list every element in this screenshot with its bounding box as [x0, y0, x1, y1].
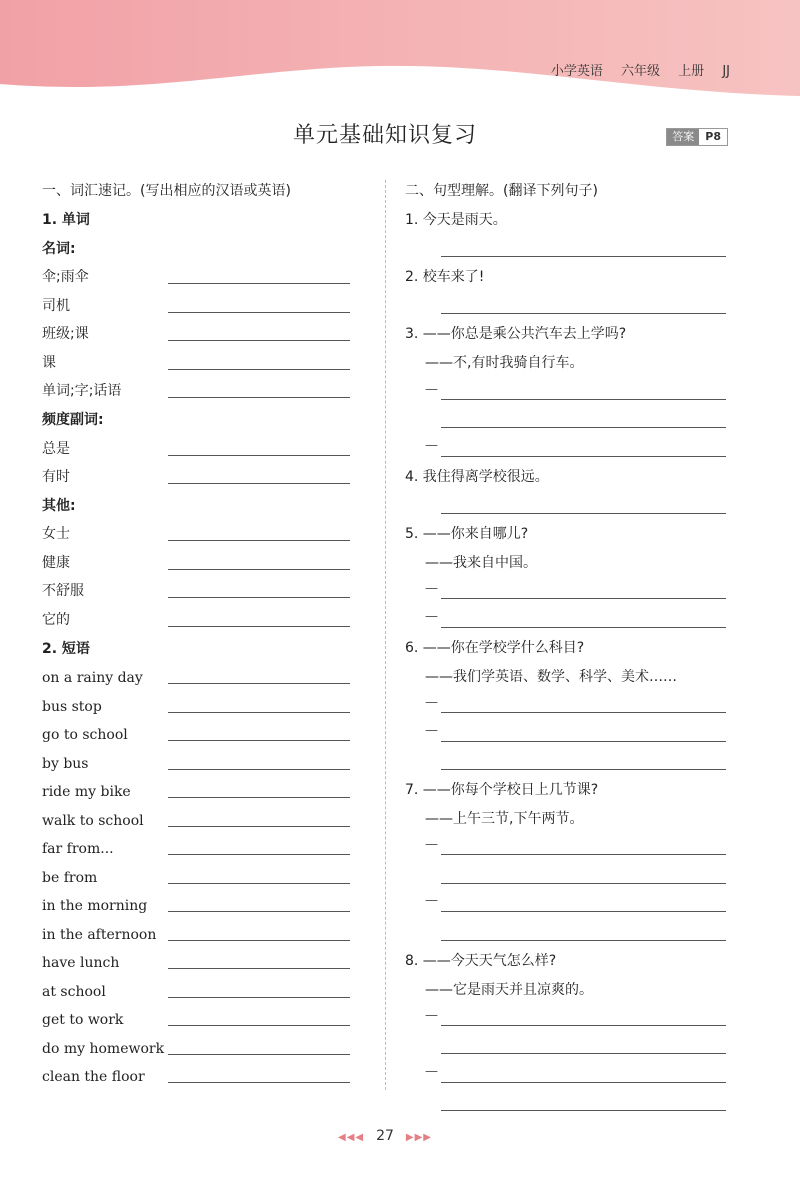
phrase-item: by bus	[42, 748, 88, 772]
vocab-item: 女士	[42, 519, 70, 543]
question-1: 1. 今天是雨天。	[405, 212, 507, 228]
column-divider	[385, 180, 386, 1090]
vocab-item: 不舒服	[42, 576, 84, 600]
words-subtitle: 1. 单词	[42, 212, 90, 228]
page-number: 27	[376, 1128, 394, 1144]
phrase-item: at school	[42, 976, 106, 1000]
answer-line[interactable]	[441, 854, 726, 855]
answer-label: 答案	[667, 129, 699, 145]
answer-line[interactable]	[168, 740, 350, 741]
header-meta	[537, 60, 730, 79]
dash-mark: —	[425, 438, 438, 453]
answer-line[interactable]	[441, 256, 726, 257]
phrase-item: go to school	[42, 719, 128, 743]
answer-line[interactable]	[168, 369, 350, 370]
sentence-section-title: 二、句型理解。(翻译下列句子)	[405, 183, 598, 199]
answer-line[interactable]	[168, 1054, 350, 1055]
answer-line[interactable]	[168, 455, 350, 456]
answer-line[interactable]	[441, 1110, 726, 1111]
answer-line[interactable]	[441, 456, 726, 457]
answer-line[interactable]	[168, 1082, 350, 1083]
other-label: 其他:	[42, 498, 76, 514]
question-5-reply: ——我来自中国。	[425, 555, 537, 571]
vocab-item: 伞;雨伞	[42, 262, 89, 286]
question-7: 7. ——你每个学校日上几节课?	[405, 782, 599, 798]
question-8-reply: ——它是雨天并且凉爽的。	[425, 982, 593, 998]
vocab-item: 单词;字;话语	[42, 376, 121, 400]
answer-line[interactable]	[441, 313, 726, 314]
answer-line[interactable]	[168, 769, 350, 770]
noun-label: 名词:	[42, 241, 76, 257]
question-3-reply: ——不,有时我骑自行车。	[425, 355, 584, 371]
answer-line[interactable]	[168, 683, 350, 684]
dash-mark: —	[425, 1064, 438, 1079]
answer-line[interactable]	[441, 513, 726, 514]
dash-mark: —	[425, 382, 438, 397]
dash-mark: —	[425, 609, 438, 624]
phrase-item: ride my bike	[42, 776, 131, 800]
phrase-item: far from...	[42, 833, 114, 857]
dash-mark: —	[425, 581, 438, 596]
page-title: 单元基础知识复习	[292, 123, 477, 148]
answer-page: P8	[699, 129, 727, 145]
adverb-label: 频度副词:	[42, 412, 104, 428]
vocab-item: 健康	[42, 548, 70, 572]
answer-line[interactable]	[441, 741, 726, 742]
edition-label: JJ	[722, 64, 730, 79]
answer-line[interactable]	[168, 340, 350, 341]
dash-mark: —	[425, 837, 438, 852]
vocab-item: 总是	[42, 434, 70, 458]
question-7-reply: ——上午三节,下午两节。	[425, 811, 584, 827]
subject-label: 小学英语	[550, 64, 603, 79]
answer-line[interactable]	[168, 826, 350, 827]
answer-line[interactable]	[168, 540, 350, 541]
phrase-item: in the afternoon	[42, 919, 156, 943]
answer-line[interactable]	[168, 312, 350, 313]
answer-line[interactable]	[441, 1025, 726, 1026]
answer-line[interactable]	[441, 883, 726, 884]
answer-line[interactable]	[168, 712, 350, 713]
answer-line[interactable]	[168, 797, 350, 798]
phrase-item: in the morning	[42, 890, 147, 914]
phrase-item: be from	[42, 862, 97, 886]
phrases-subtitle: 2. 短语	[42, 641, 90, 657]
phrase-item: bus stop	[42, 691, 102, 715]
answer-line[interactable]	[441, 627, 726, 628]
question-2: 2. 校车来了!	[405, 269, 485, 285]
answer-line[interactable]	[168, 968, 350, 969]
phrase-item: get to work	[42, 1004, 123, 1028]
phrase-item: on a rainy day	[42, 662, 143, 686]
question-5: 5. ——你来自哪儿?	[405, 526, 529, 542]
vocab-item: 司机	[42, 291, 70, 315]
answer-line[interactable]	[441, 712, 726, 713]
answer-line[interactable]	[168, 626, 350, 627]
dash-mark: —	[425, 695, 438, 710]
answer-line[interactable]	[168, 911, 350, 912]
vocab-item: 班级;课	[42, 319, 89, 343]
answer-line[interactable]	[168, 854, 350, 855]
answer-line[interactable]	[441, 769, 726, 770]
answer-line[interactable]	[168, 283, 350, 284]
phrase-item: have lunch	[42, 947, 119, 971]
answer-line[interactable]	[168, 569, 350, 570]
phrase-item: clean the floor	[42, 1061, 145, 1085]
answer-line[interactable]	[168, 397, 350, 398]
grade-label: 六年级	[621, 64, 661, 79]
vocab-item: 有时	[42, 462, 70, 486]
question-6: 6. ——你在学校学什么科目?	[405, 640, 585, 656]
answer-line[interactable]	[441, 598, 726, 599]
answer-line[interactable]	[441, 427, 726, 428]
question-8: 8. ——今天天气怎么样?	[405, 953, 557, 969]
phrase-item: do my homework	[42, 1033, 164, 1057]
answer-line[interactable]	[168, 940, 350, 941]
vocab-section-title: 一、词汇速记。(写出相应的汉语或英语)	[42, 183, 291, 199]
volume-label: 上册	[678, 64, 705, 79]
question-6-reply: ——我们学英语、数学、科学、美术……	[425, 669, 677, 685]
prev-arrows-icon: ◀◀◀	[338, 1132, 365, 1143]
answer-line[interactable]	[168, 597, 350, 598]
question-3: 3. ——你总是乘公共汽车去上学吗?	[405, 326, 627, 342]
page-footer	[0, 1128, 770, 1144]
dash-mark: —	[425, 1008, 438, 1023]
answer-line[interactable]	[441, 1082, 726, 1083]
header-banner	[0, 0, 800, 110]
next-arrows-icon: ▶▶▶	[405, 1132, 432, 1143]
answer-line[interactable]	[441, 940, 726, 941]
answer-line[interactable]	[168, 883, 350, 884]
answer-line[interactable]	[168, 483, 350, 484]
answer-line[interactable]	[168, 1025, 350, 1026]
dash-mark: —	[425, 723, 438, 738]
answer-badge	[666, 128, 728, 146]
answer-line[interactable]	[441, 1053, 726, 1054]
answer-line[interactable]	[441, 911, 726, 912]
phrase-item: walk to school	[42, 805, 144, 829]
vocab-item: 它的	[42, 605, 70, 629]
answer-line[interactable]	[168, 997, 350, 998]
answer-line[interactable]	[441, 399, 726, 400]
dash-mark: —	[425, 893, 438, 908]
question-4: 4. 我住得离学校很远。	[405, 469, 549, 485]
vocab-item: 课	[42, 348, 56, 372]
